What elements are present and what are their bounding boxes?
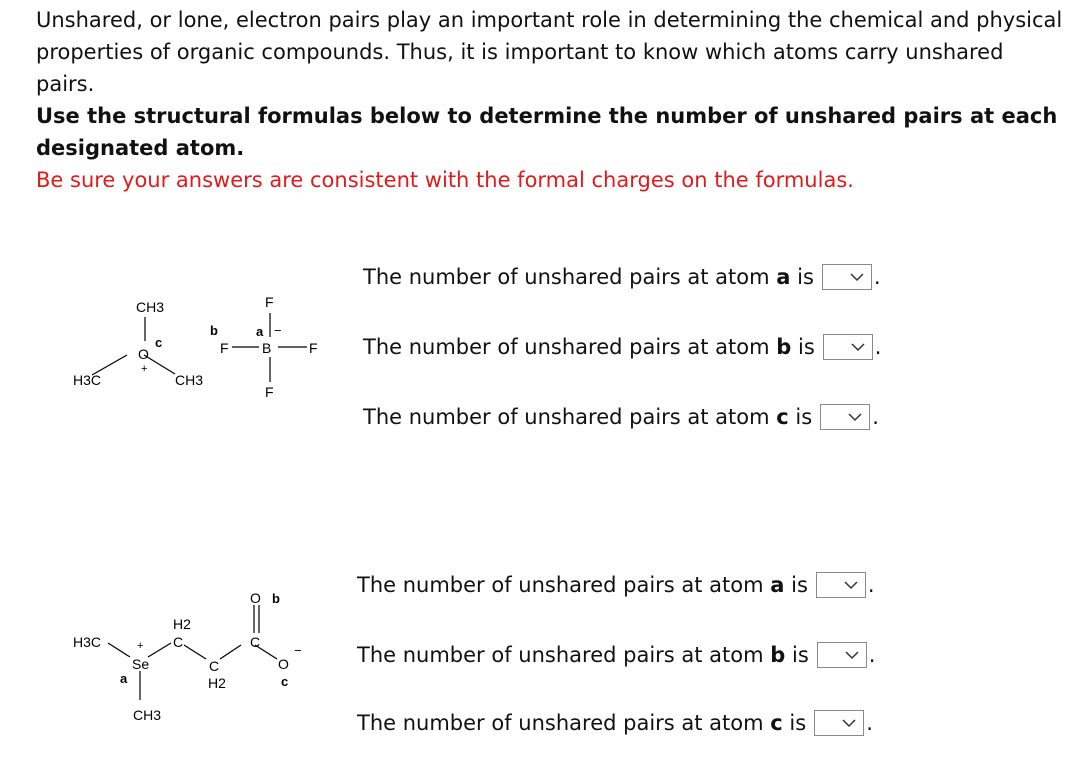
question-1b bbox=[363, 332, 881, 362]
chevron-down-icon bbox=[846, 408, 864, 426]
molecule-2-svg bbox=[60, 585, 350, 730]
h2-top-label: H2 bbox=[173, 616, 191, 632]
chevron-down-icon bbox=[849, 338, 867, 356]
question-2a bbox=[357, 570, 875, 600]
ch3-bottom-label: CH3 bbox=[133, 707, 162, 723]
atom-b-label: b bbox=[210, 323, 218, 338]
period: . bbox=[872, 405, 879, 429]
h2-bottom-label: H2 bbox=[208, 675, 226, 691]
answer-dropdown-2c[interactable] bbox=[814, 710, 864, 736]
fluorine-top-label: F bbox=[265, 294, 274, 310]
question-suffix: is bbox=[798, 335, 815, 359]
carbon-1-label: C bbox=[173, 634, 184, 650]
ch3-top-label: CH3 bbox=[136, 299, 165, 315]
molecule-2-structure bbox=[60, 585, 350, 730]
question-prefix: The number of unshared pairs at atom bbox=[357, 711, 764, 735]
question-prefix: The number of unshared pairs at atom bbox=[363, 405, 770, 429]
atom-a-label: a bbox=[120, 671, 128, 686]
question-2b bbox=[357, 640, 875, 670]
question-atom: b bbox=[770, 643, 786, 667]
answer-dropdown-1b[interactable] bbox=[823, 334, 873, 360]
question-atom: c bbox=[770, 711, 783, 735]
warning-text: Be sure your answers are consistent with the formal charges on the formulas. bbox=[36, 168, 854, 192]
question-atom: c bbox=[776, 405, 789, 429]
fluorine-right-label: F bbox=[309, 340, 318, 356]
chevron-down-icon bbox=[843, 646, 861, 664]
question-suffix: is bbox=[789, 711, 807, 735]
minus-charge-label: − bbox=[274, 323, 282, 338]
question-atom: a bbox=[770, 573, 785, 597]
period: . bbox=[866, 711, 873, 735]
molecule-1-structure bbox=[60, 285, 350, 415]
question-suffix: is bbox=[797, 265, 814, 289]
plus-charge-label: + bbox=[141, 363, 148, 375]
period: . bbox=[874, 335, 882, 359]
molecule-1-svg bbox=[60, 285, 350, 415]
oxygen-right-label: O bbox=[278, 656, 289, 672]
h3c-label: H3C bbox=[73, 634, 102, 650]
instruction-text: Use the structural formulas below to determine the number of unshared pairs at each designated atom. bbox=[36, 104, 1058, 160]
intro-paragraph: Unshared, or lone, electron pairs play an important role in determining the chemical and physical properties of organic compounds. Thus, it is important to know which atoms carry unshared pairs. bbox=[36, 8, 1063, 96]
boron-label: B bbox=[262, 340, 272, 356]
question-suffix: is bbox=[792, 643, 809, 667]
intro-text bbox=[36, 4, 1066, 196]
question-prefix: The number of unshared pairs at atom bbox=[357, 643, 764, 667]
question-suffix: is bbox=[795, 405, 813, 429]
chevron-down-icon bbox=[840, 714, 858, 732]
question-prefix: The number of unshared pairs at atom bbox=[363, 265, 770, 289]
atom-b-label: b bbox=[272, 591, 280, 606]
minus-charge-label: − bbox=[294, 643, 302, 658]
atom-c-label: c bbox=[281, 674, 289, 689]
chevron-down-icon bbox=[848, 268, 866, 286]
oxygen-top-label: O bbox=[250, 590, 261, 606]
selenium-label: Se bbox=[132, 656, 150, 672]
question-prefix: The number of unshared pairs at atom bbox=[357, 573, 764, 597]
atom-a-label: a bbox=[256, 324, 264, 339]
ch3-right-label: CH3 bbox=[175, 372, 204, 388]
chevron-down-icon bbox=[842, 576, 860, 594]
fluorine-left-label: F bbox=[220, 340, 229, 356]
carbon-2-label: C bbox=[209, 658, 220, 674]
carbon-3-label: C bbox=[250, 634, 261, 650]
question-atom: b bbox=[776, 335, 792, 359]
question-2c bbox=[357, 708, 873, 738]
period: . bbox=[868, 643, 876, 667]
answer-dropdown-2b[interactable] bbox=[817, 642, 867, 668]
oxygen-label: O bbox=[138, 346, 149, 362]
question-1c bbox=[363, 402, 879, 432]
question-atom: a bbox=[776, 265, 791, 289]
period: . bbox=[873, 265, 881, 289]
fluorine-bottom-label: F bbox=[265, 384, 274, 400]
answer-dropdown-2a[interactable] bbox=[816, 572, 866, 598]
question-suffix: is bbox=[791, 573, 808, 597]
period: . bbox=[867, 573, 875, 597]
atom-c-label: c bbox=[155, 335, 163, 350]
question-1a bbox=[363, 262, 881, 292]
plus-charge-label: + bbox=[137, 640, 144, 652]
answer-dropdown-1a[interactable] bbox=[822, 264, 872, 290]
answer-dropdown-1c[interactable] bbox=[820, 404, 870, 430]
question-prefix: The number of unshared pairs at atom bbox=[363, 335, 770, 359]
h3c-label: H3C bbox=[73, 372, 102, 388]
